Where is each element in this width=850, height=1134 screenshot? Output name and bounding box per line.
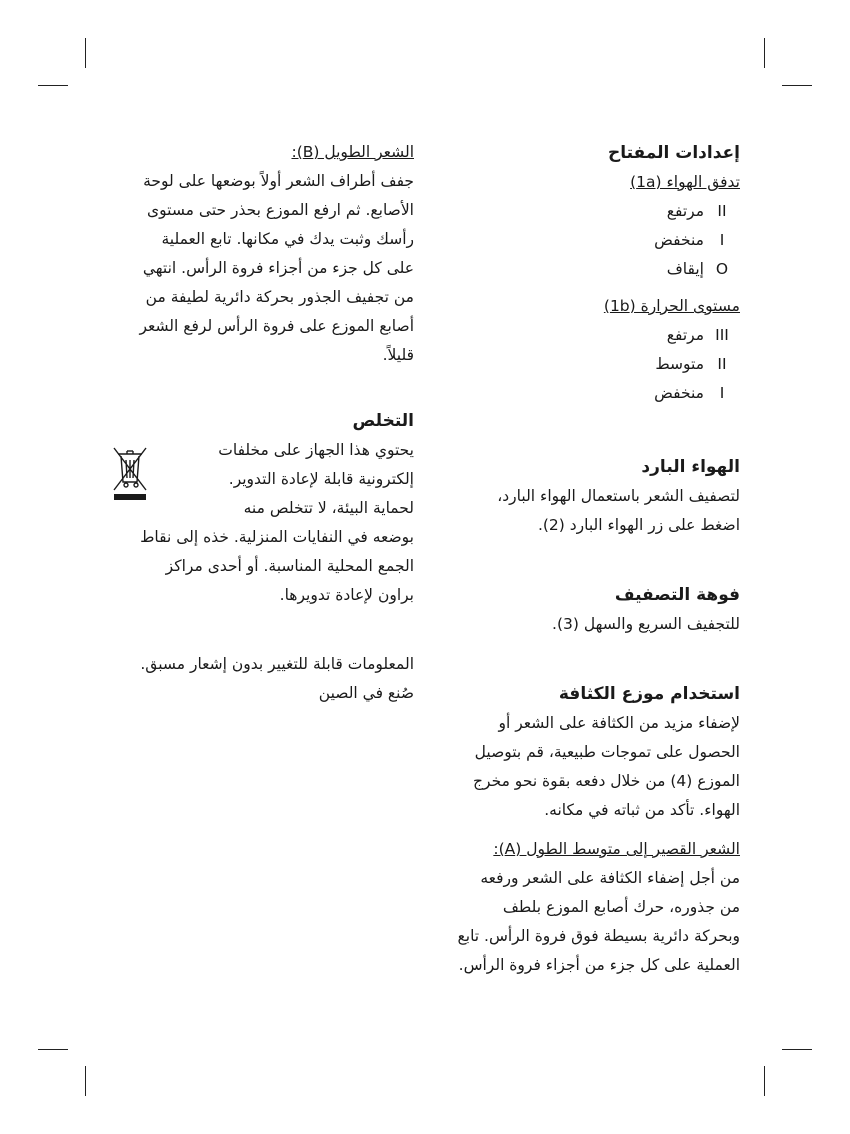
heat-label: مستوى الحرارة (1b) (603, 297, 740, 315)
long-hair-text: قليلاً. (382, 346, 414, 364)
made-in-text: صُنع في الصين (318, 684, 414, 702)
volume-diffuser-section (440, 679, 740, 980)
heat-list (440, 321, 740, 408)
styling-nozzle-text: للتجفيف السريع والسهل (3). (552, 615, 740, 633)
crop-mark (38, 1049, 68, 1050)
list-item (440, 321, 740, 350)
level-label: إيقاف (666, 260, 704, 278)
list-item (440, 379, 740, 408)
level-mark: O (715, 260, 729, 278)
level-mark: I (719, 231, 725, 249)
cool-air-section (440, 452, 740, 540)
level-mark: I (719, 384, 725, 402)
short-hair-label: الشعر القصير إلى متوسط الطول (A): (493, 840, 740, 858)
long-hair-text: أصابع الموزع على فروة الرأس لرفع الشعر (139, 317, 414, 335)
disposal-text: يحتوي هذا الجهاز على مخلفات (218, 441, 414, 459)
long-hair-text: الأصابع. ثم ارفع الموزع بحذر حتى مستوى (147, 201, 414, 219)
notice-text: المعلومات قابلة للتغيير بدون إشعار مسبق. (140, 655, 414, 673)
disposal-section (112, 406, 414, 610)
notice-section (112, 650, 414, 708)
disposal-heading: التخلص (352, 411, 414, 431)
short-hair-text: العملية على كل جزء من أجزاء فروة الرأس. (458, 956, 740, 974)
short-hair-text: من أجل إضفاء الكثافة على الشعر ورفعه (480, 869, 740, 887)
disposal-text: بوضعه في النفايات المنزلية. خذه إلى نقاط (140, 528, 414, 546)
level-label: منخفض (654, 384, 704, 402)
level-label: مرتفع (666, 202, 704, 220)
short-hair-text: من جذوره، حرك أصابع الموزع بلطف (502, 898, 740, 916)
weee-crossed-bin-icon (112, 444, 148, 504)
long-hair-section (112, 138, 414, 370)
long-hair-text: رأسك وثبت يدك في مكانها. تابع العملية (161, 230, 414, 248)
disposal-text: إلكترونية قابلة لإعادة التدوير. (228, 470, 414, 488)
disposal-text: لحماية البيئة، لا تتخلص منه (243, 499, 414, 517)
long-hair-text: جفف أطراف الشعر أولاً بوضعها على لوحة (143, 172, 414, 190)
disposal-icon-row (112, 436, 414, 523)
right-column (440, 138, 740, 980)
level-label: مرتفع (666, 326, 704, 344)
list-item (440, 350, 740, 379)
diffuser-text: الهواء. تأكد من ثباته في مكانه. (544, 801, 740, 819)
level-label: منخفض (654, 231, 704, 249)
crop-mark (764, 38, 765, 68)
switch-settings-section (440, 138, 740, 408)
level-mark: III (715, 326, 729, 344)
disposal-text: براون لإعادة تدويرها. (279, 586, 414, 604)
short-hair-text: وبحركة دائرية بسيطة فوق فروة الرأس. تابع (457, 927, 740, 945)
long-hair-label: الشعر الطويل (B): (291, 143, 414, 161)
disposal-icon-text (112, 436, 414, 523)
disposal-text: الجمع المحلية المناسبة. أو أحدى مراكز (165, 557, 414, 575)
list-item (440, 226, 740, 255)
list-item (440, 197, 740, 226)
airflow-label: تدفق الهواء (1a) (630, 173, 740, 191)
cool-air-text: اضغط على زر الهواء البارد (2). (537, 516, 740, 534)
level-mark: II (717, 355, 727, 373)
cool-air-text: لتصفيف الشعر باستعمال الهواء البارد، (497, 487, 740, 505)
long-hair-text: على كل جزء من أجزاء فروة الرأس. انتهي (142, 259, 414, 277)
crop-mark (782, 1049, 812, 1050)
diffuser-text: الحصول على تموجات طبيعية، قم بتوصيل (474, 743, 740, 761)
volume-diffuser-heading: استخدام موزع الكثافة (558, 684, 740, 704)
diffuser-text: لإضفاء مزيد من الكثافة على الشعر أو (498, 714, 740, 732)
crop-mark (85, 1066, 86, 1096)
crop-mark (782, 85, 812, 86)
cool-air-heading: الهواء البارد (641, 457, 740, 477)
left-column (112, 138, 414, 708)
level-mark: II (717, 202, 727, 220)
diffuser-text: الموزع (4) من خلال دفعه بقوة نحو مخرج (473, 772, 740, 790)
styling-nozzle-heading: فوهة التصفيف (614, 585, 740, 605)
level-label: متوسط (655, 355, 704, 373)
crop-mark (85, 38, 86, 68)
airflow-list (440, 197, 740, 284)
switch-settings-heading: إعدادات المفتاح (607, 143, 740, 163)
long-hair-text: من تجفيف الجذور بحركة دائرية لطيفة من (145, 288, 414, 306)
styling-nozzle-section (440, 580, 740, 639)
crop-mark (764, 1066, 765, 1096)
crop-mark (38, 85, 68, 86)
list-item (440, 255, 740, 284)
